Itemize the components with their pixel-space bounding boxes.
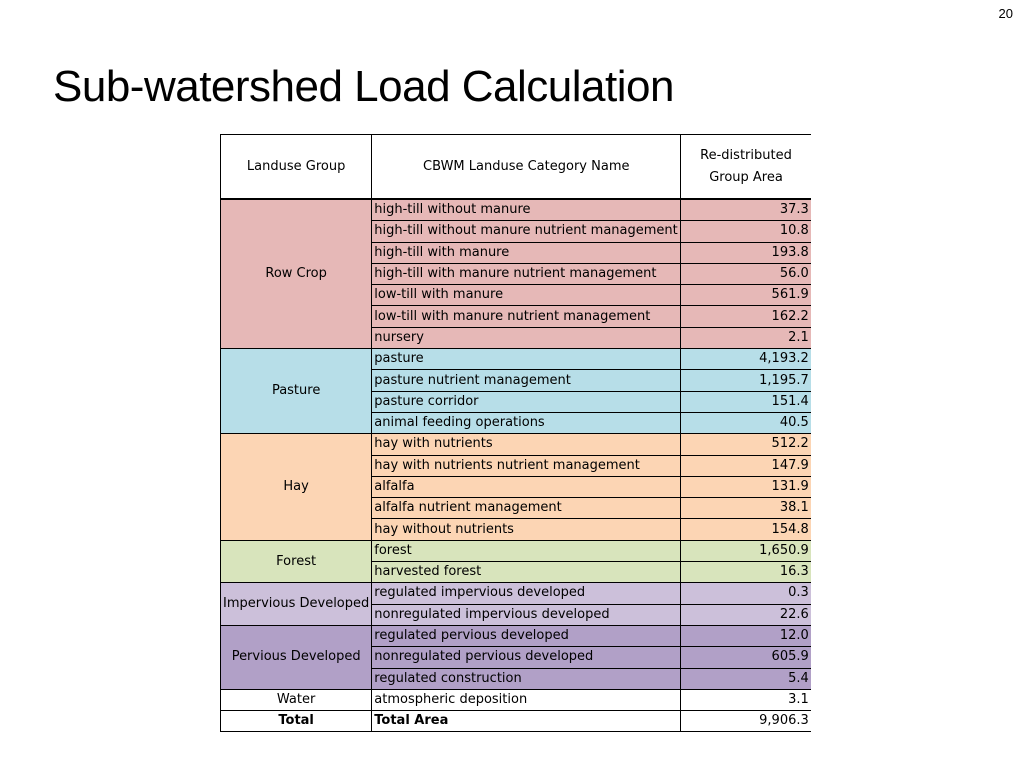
group-area-cell: 56.0: [681, 263, 811, 284]
slide-number: 20: [998, 6, 1013, 21]
table-row: [221, 583, 811, 604]
landuse-group-cell: Pervious Developed: [221, 625, 372, 689]
category-name-cell: regulated pervious developed: [372, 625, 681, 646]
landuse-table: [220, 134, 811, 732]
group-area-cell: 512.2: [681, 434, 811, 455]
category-name-cell: high-till without manure: [372, 199, 681, 221]
table-row: [221, 540, 811, 561]
total-group-cell: Total: [221, 711, 372, 732]
group-area-cell: 131.9: [681, 476, 811, 497]
landuse-group-cell: Water: [221, 689, 372, 710]
total-category-cell: Total Area: [372, 711, 681, 732]
total-row: [221, 711, 811, 732]
header-category-name: CBWM Landuse Category Name: [372, 135, 681, 200]
group-area-cell: 162.2: [681, 306, 811, 327]
table-body: [221, 199, 811, 732]
group-area-cell: 1,650.9: [681, 540, 811, 561]
category-name-cell: pasture corridor: [372, 391, 681, 412]
landuse-group-cell: Hay: [221, 434, 372, 540]
group-area-cell: 154.8: [681, 519, 811, 540]
group-area-cell: 561.9: [681, 285, 811, 306]
group-area-cell: 3.1: [681, 689, 811, 710]
group-area-cell: 4,193.2: [681, 349, 811, 370]
group-area-cell: 37.3: [681, 199, 811, 221]
category-name-cell: forest: [372, 540, 681, 561]
group-area-cell: 22.6: [681, 604, 811, 625]
group-area-cell: 193.8: [681, 242, 811, 263]
category-name-cell: hay with nutrients: [372, 434, 681, 455]
category-name-cell: regulated impervious developed: [372, 583, 681, 604]
table-row: [221, 199, 811, 221]
group-area-cell: 147.9: [681, 455, 811, 476]
category-name-cell: high-till without manure nutrient management: [372, 221, 681, 242]
group-area-cell: 151.4: [681, 391, 811, 412]
category-name-cell: nursery: [372, 327, 681, 348]
category-name-cell: alfalfa nutrient management: [372, 498, 681, 519]
category-name-cell: high-till with manure: [372, 242, 681, 263]
group-area-cell: 38.1: [681, 498, 811, 519]
table-row: [221, 625, 811, 646]
landuse-group-cell: Row Crop: [221, 199, 372, 349]
category-name-cell: hay with nutrients nutrient management: [372, 455, 681, 476]
group-area-cell: 10.8: [681, 221, 811, 242]
landuse-group-cell: Forest: [221, 540, 372, 583]
group-area-cell: 40.5: [681, 412, 811, 433]
table-header-row: [221, 135, 811, 200]
group-area-cell: 16.3: [681, 562, 811, 583]
landuse-group-cell: Impervious Developed: [221, 583, 372, 626]
group-area-cell: 2.1: [681, 327, 811, 348]
total-area-cell: 9,906.3: [681, 711, 811, 732]
category-name-cell: alfalfa: [372, 476, 681, 497]
group-area-cell: 5.4: [681, 668, 811, 689]
header-landuse-group: Landuse Group: [221, 135, 372, 200]
category-name-cell: low-till with manure: [372, 285, 681, 306]
header-group-area: Re-distributed Group Area: [681, 135, 811, 200]
category-name-cell: animal feeding operations: [372, 412, 681, 433]
table-row: [221, 689, 811, 710]
category-name-cell: hay without nutrients: [372, 519, 681, 540]
group-area-cell: 605.9: [681, 647, 811, 668]
table-row: [221, 434, 811, 455]
category-name-cell: low-till with manure nutrient management: [372, 306, 681, 327]
group-area-cell: 1,195.7: [681, 370, 811, 391]
category-name-cell: nonregulated pervious developed: [372, 647, 681, 668]
category-name-cell: regulated construction: [372, 668, 681, 689]
category-name-cell: pasture nutrient management: [372, 370, 681, 391]
page-title: Sub-watershed Load Calculation: [53, 62, 674, 111]
category-name-cell: nonregulated impervious developed: [372, 604, 681, 625]
category-name-cell: harvested forest: [372, 562, 681, 583]
category-name-cell: high-till with manure nutrient management: [372, 263, 681, 284]
group-area-cell: 0.3: [681, 583, 811, 604]
category-name-cell: pasture: [372, 349, 681, 370]
landuse-group-cell: Pasture: [221, 349, 372, 434]
category-name-cell: atmospheric deposition: [372, 689, 681, 710]
group-area-cell: 12.0: [681, 625, 811, 646]
table-row: [221, 349, 811, 370]
